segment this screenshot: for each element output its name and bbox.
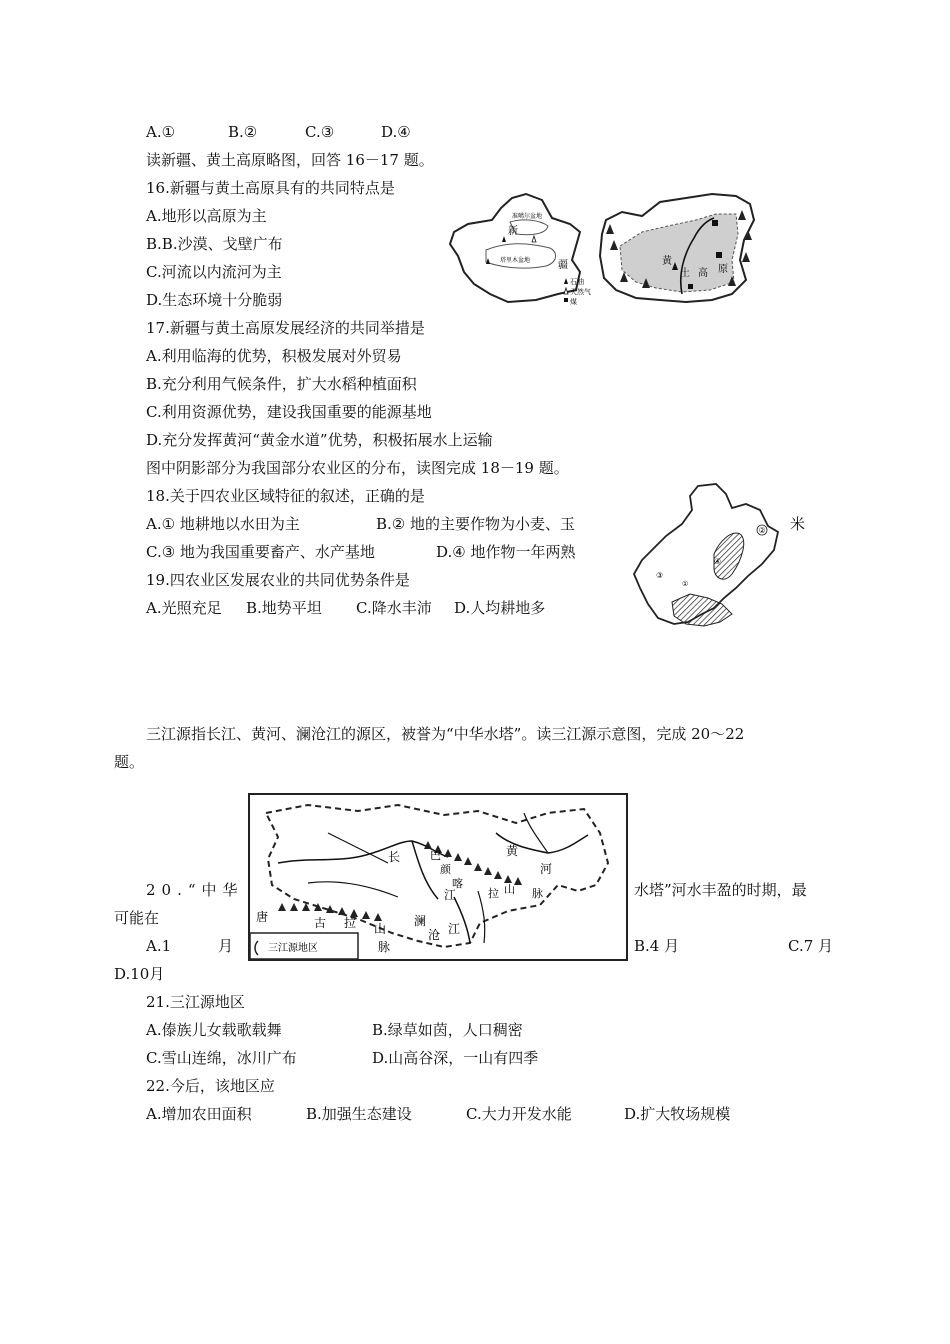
label-shan2: 山 [374,922,387,936]
q17-stem: 17.新疆与黄土高原发展经济的共同举措是 [146,319,425,337]
legend-coal-icon [564,298,568,302]
q18-option-c: C.③ 地为我国重要畜产、水产基地 [146,543,375,561]
label-yuan: 原 [718,264,728,275]
label-region-2: ② [758,526,766,535]
label-ba: 巴 [430,849,441,862]
q15-option-b: B.② [228,123,258,141]
q19-option-b: B.地势平坦 [246,599,322,617]
label-yan: 颜 [440,863,451,876]
q17-option-c: C.利用资源优势，建设我国重要的能源基地 [146,403,432,421]
q21-option-b: B.绿草如茵，人口稠密 [372,1021,523,1039]
label-lan: 澜 [414,914,427,928]
label-tarim-basin: 塔里木盆地 [500,257,531,264]
q18-stem: 18.关于四农业区域特征的叙述，正确的是 [146,487,425,505]
label-tu: 土 [680,268,690,279]
label-region-3: ③ [656,571,664,580]
label-he: 河 [540,862,553,876]
q22-stem: 22.今后，该地区应 [146,1077,275,1095]
q18-option-a: A.① 地耕地以水田为主 [146,515,300,533]
q20-option-b: B.4 月 [634,937,680,955]
q22-option-d: D.扩大牧场规模 [624,1105,731,1123]
q21-option-d: D.山高谷深，一山有四季 [372,1049,539,1067]
intro-20-22-line2: 题。 [114,753,145,771]
label-jiang: 江 [444,888,457,902]
q22-option-a: A.增加农田面积 [146,1105,252,1123]
q20-option-a-unit: 月 [218,937,234,955]
label-huang: 黄 [662,256,672,267]
q16-stem: 16.新疆与黄土高原具有的共同特点是 [146,179,395,197]
q20-option-c: C.7 月 [788,937,834,955]
q19-option-a: A.光照充足 [146,599,222,617]
q18-option-b: B.② 地的主要作物为小麦、玉 [376,515,576,533]
q20-option-a: A.1 [146,937,172,955]
label-xin: 新 [508,226,518,237]
q16-option-d: D.生态环境十分脆弱 [146,291,283,309]
q15-option-c: C.③ [305,123,335,141]
q18-option-d: D.④ 地作物一年两熟 [436,543,576,561]
q18-option-b-tail: 米 [790,515,806,533]
label-mai2: 脉 [378,940,391,954]
label-jiang2: 江 [448,922,461,936]
northeast-agri-map [628,480,784,632]
q20-option-d: D.10月 [114,965,165,983]
q15-option-a: A.① [146,123,176,141]
label-region-4: ④ [714,557,722,566]
q15-option-d: D.④ [381,123,411,141]
intro-18-19: 图中阴影部分为我国部分农业区的分布，读图完成 18－19 题。 [146,459,569,477]
q20-stem-right: 水塔”河水丰盈的时期，最 [634,881,807,899]
label-chang: 长 [388,850,401,864]
label-junggar-basin: 准噶尔盆地 [512,213,543,220]
q20-stem-cont: 可能在 [114,909,160,927]
coal-marker [688,284,693,289]
q19-option-d: D.人均耕地多 [454,599,546,617]
q16-option-a: A.地形以高原为主 [146,207,267,225]
label-tang: 唐 [256,910,269,924]
q20-stem-left: 20.“中华 [146,881,244,899]
q21-option-c: C.雪山连绵，冰川广布 [146,1049,297,1067]
q16-option-b: B.B.沙漠、戈壁广布 [146,235,283,253]
q21-option-a: A.傣族儿女载歌载舞 [146,1021,282,1039]
label-gao: 高 [698,268,708,279]
intro-20-22-line1: 三江源指长江、黄河、澜沧江的源区，被誉为“中华水塔”。读三江源示意图，完成 20～22 [146,725,745,743]
q19-stem: 19.四农业区发展农业的共同优势条件是 [146,571,410,589]
legend-coal: 煤 [570,298,577,306]
q22-option-c: C.大力开发水能 [466,1105,572,1123]
label-cang: 沧 [428,928,441,942]
q17-option-b: B.充分利用气候条件，扩大水稻种植面积 [146,375,417,393]
q22-option-b: B.加强生态建设 [306,1105,412,1123]
label-shan: 山 [504,883,515,896]
legend-gas: 天然气 [570,288,591,296]
sanjiangyuan-map [248,793,628,961]
label-ka: 喀 [452,877,463,890]
coal-marker [716,252,722,258]
q17-option-d: D.充分发挥黄河“黄金水道”优势，积极拓展水上运输 [146,431,493,449]
label-mai: 脉 [532,887,543,900]
legend-label: 三江源地区 [268,943,318,954]
q16-option-c: C.河流以内流河为主 [146,263,282,281]
label-huang: 黄 [506,844,519,858]
label-gu: 古 [314,916,327,930]
label-la2: 拉 [344,916,357,930]
xinjiang-loess-map [446,190,760,314]
q17-option-a: A.利用临海的优势，积极发展对外贸易 [146,347,402,365]
q21-stem: 21.三江源地区 [146,993,245,1011]
xinjiang-outline [450,194,580,302]
label-jiang: 疆 [558,260,568,271]
label-region-1: ① [682,580,689,588]
coal-marker [712,220,718,226]
label-la: 拉 [488,887,499,900]
q19-option-c: C.降水丰沛 [356,599,432,617]
legend-oil: 石油 [570,278,584,286]
intro-16-17: 读新疆、黄土高原略图，回答 16－17 题。 [146,151,434,169]
